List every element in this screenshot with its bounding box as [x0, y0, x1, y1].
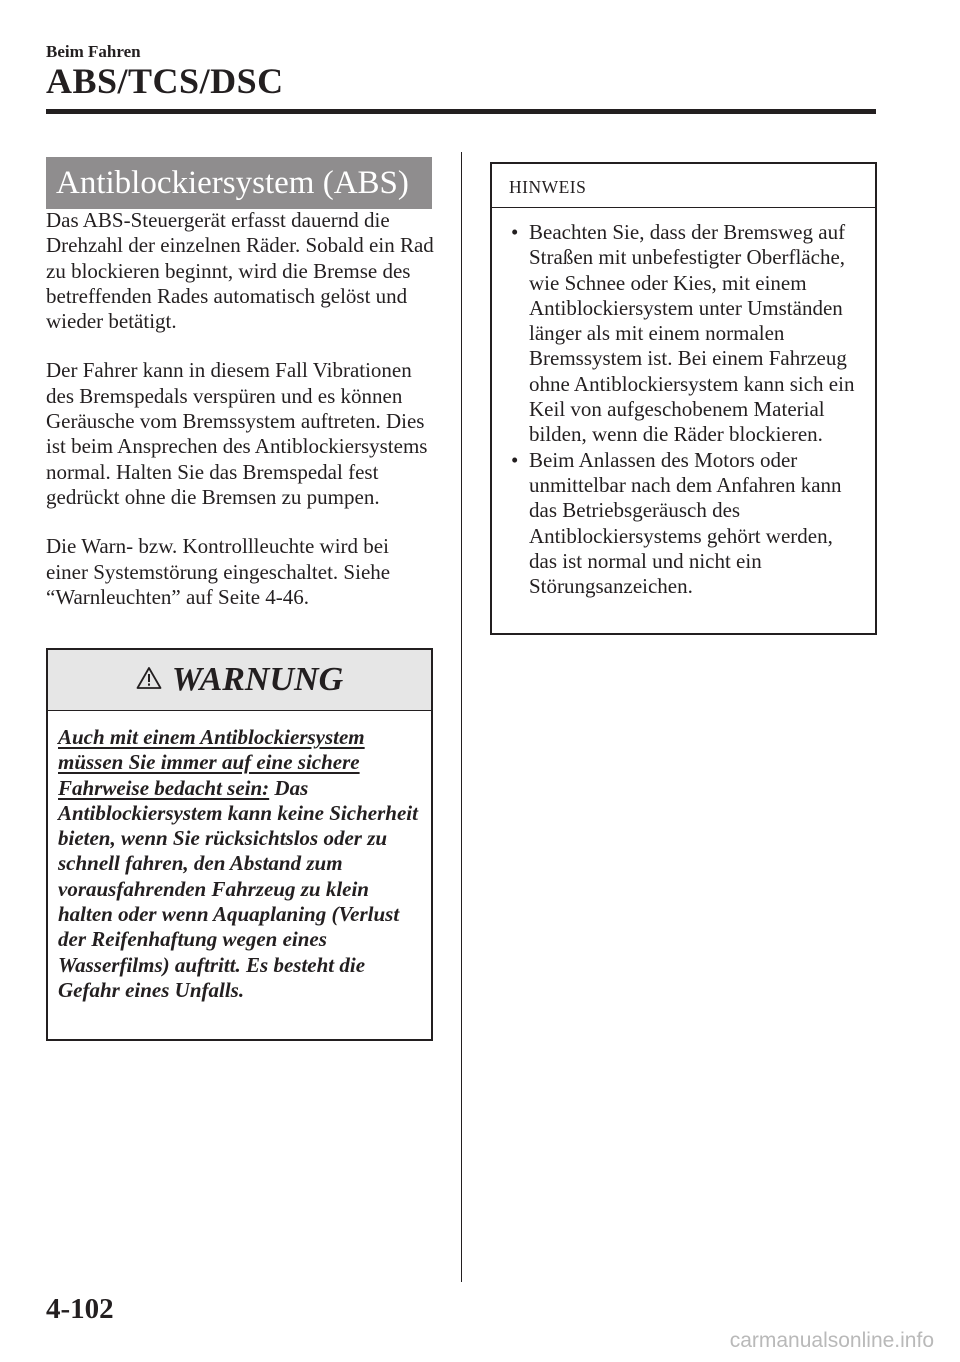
note-title: HINWEIS	[492, 164, 875, 208]
warning-underlined-text: Auch mit einem Antiblockiersystem müssen Sie immer auf eine sichere Fahrweise bedacht sein:	[58, 725, 365, 800]
section-label: Beim Fahren	[46, 42, 141, 61]
warning-header	[48, 650, 431, 711]
warning-triangle-icon	[136, 666, 162, 695]
note-item	[508, 220, 861, 448]
warning-body	[48, 711, 431, 1003]
watermark: carmanualsonline.info	[729, 1329, 934, 1352]
note-list	[492, 208, 875, 599]
page-number: 4-102	[46, 1293, 114, 1325]
paragraph-vibrations: Der Fahrer kann in diesem Fall Vibrationen des Bremspedals verspüren und es können Geräusche vom Bremssystem auftreten. Dies ist beim Ansprechen des Antiblockiersystems normal. Halten Sie das Bremspedal fest gedrückt ohne die Bremsen zu pumpen.	[46, 358, 428, 509]
paragraph-warning-light: Die Warn- bzw. Kontrollleuchte wird bei einer Systemstörung eingeschaltet. Siehe “Warnleuchten” auf Seite 4-46.	[46, 534, 391, 609]
note-item-text: Beachten Sie, dass der Bremsweg auf Straßen mit unbefestigter Oberfläche, wie Schnee oder Kies, mit einem Antiblockiersystem unter Umständen länger als mit einem normalen Bremssystem ist. Bei einem Fahrzeug ohne Antiblockiersystem kann sich ein Keil von aufgeschobenem Material bilden, wenn die Räder blockieren.	[529, 220, 855, 447]
note-item	[508, 448, 861, 600]
chapter-title: ABS/TCS/DSC	[46, 61, 284, 101]
warning-box	[46, 648, 433, 1041]
warning-title: WARNUNG	[171, 661, 344, 698]
header-rule	[46, 109, 876, 114]
note-item-text: Beim Anlassen des Motors oder unmittelbar nach dem Anfahren kann das Betriebsgeräusch des Antiblockiersystems gehört werden, das ist normal und nicht ein Störungsanzeichen.	[529, 447, 842, 599]
note-box	[490, 162, 877, 635]
paragraph-abs-function: Das ABS-Steuergerät erfasst dauernd die Drehzahl der einzelnen Räder. Sobald ein Rad zu blockieren beginnt, wird die Bremse des betreffenden Rades automatisch gelöst und wieder betätigt.	[46, 208, 434, 334]
column-divider	[461, 152, 462, 1282]
bullet-icon: •	[511, 447, 519, 472]
abs-body-text	[46, 208, 436, 634]
bullet-icon: •	[511, 220, 519, 244]
warning-text: Das Antiblockiersystem kann keine Sicherheit bieten, wenn Sie rücksichtslos oder zu schnell fahren, den Abstand zum vorausfahrenden Fahrzeug zu klein halten oder wenn Aquaplaning (Verlust der Reifenhaftung wegen eines Wasserfilms) auftritt. Es besteht die Gefahr eines Unfalls.	[58, 775, 418, 1002]
abs-section-heading: Antiblockiersystem (ABS)	[46, 157, 432, 209]
